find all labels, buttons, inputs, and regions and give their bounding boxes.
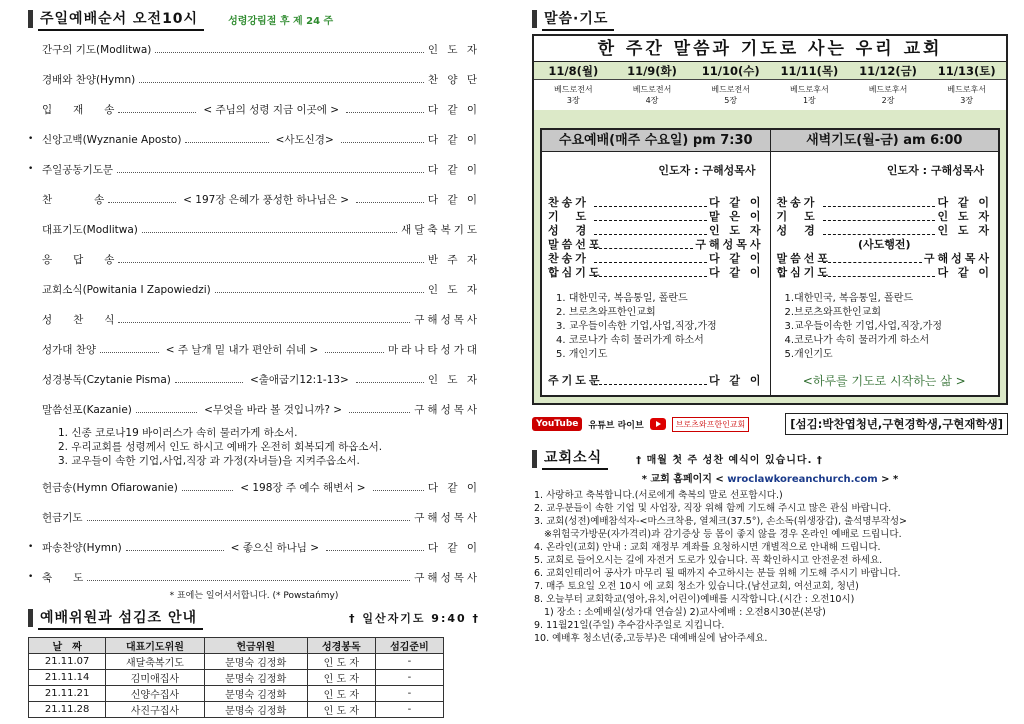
order-detail: < 주 날개 밑 내가 편안히 쉬네 > — [165, 343, 319, 356]
reading-days — [534, 62, 1006, 110]
order-row — [28, 562, 480, 592]
service-leader: 다 같 이 — [937, 266, 992, 279]
service-row — [548, 210, 764, 224]
section-bar — [28, 10, 33, 28]
order-row — [28, 274, 480, 304]
order-detail: < 좋으신 하나님 > — [230, 541, 320, 554]
prayer-topic: 2. 브로츠와프한인교회 — [556, 307, 656, 318]
staff-col-header: 섬김준비 — [375, 638, 443, 654]
news-item: 3. 교회(성전)예배참석자-<마스크착용, 열체크(37.5°), 손소독(위생장갑), 출석명부작성> — [534, 516, 908, 527]
reading-book — [849, 80, 928, 110]
reading-date: 11/12(금) — [849, 62, 928, 80]
order-row — [28, 214, 480, 244]
order-row — [28, 34, 480, 64]
service-leader: 다 같 이 — [708, 266, 764, 279]
order-dots — [117, 165, 424, 173]
reading-chapter: 5장 — [724, 96, 738, 105]
order-leader: 마라나타성가대 — [387, 343, 480, 356]
order-dots — [155, 45, 424, 53]
service-row — [777, 252, 993, 266]
service-row — [548, 266, 764, 280]
prayer-topic: 1.대한민국, 복음통일, 폴란드 — [784, 293, 914, 304]
news-item: 1. 사랑하고 축복합니다.(서로에게 축복의 말로 선포합시다.) — [534, 490, 783, 501]
order-dots — [100, 345, 159, 353]
staff-cell: 문명숙 김정화 — [204, 702, 307, 718]
service-role: 말씀선포 — [548, 238, 603, 251]
reading-book-name: 베드로후서 — [868, 85, 908, 94]
staff-cell: - — [375, 702, 443, 718]
prayer-item: 1. 신종 코로나19 바이러스가 속히 물러가게 하소서. — [58, 427, 298, 439]
order-dots — [87, 573, 410, 581]
dash-line — [594, 256, 707, 263]
order-leader: 다 같 이 — [427, 163, 480, 176]
news-item: 10. 예배후 청소년(중,고등부)은 대예배실에 남아주세요. — [534, 633, 768, 644]
order-dots — [108, 195, 176, 203]
news-title: 교회소식 — [542, 447, 608, 470]
order-label: 헌금기도 — [42, 511, 83, 524]
service-leader: 인 도 자 — [937, 224, 992, 237]
prayer-topic: 2.브로츠와프한인교회 — [784, 307, 881, 318]
staff-cell: - — [375, 670, 443, 686]
order-dots — [185, 135, 268, 143]
staff-cell: 21.11.21 — [29, 686, 106, 702]
staff-cell: 21.11.14 — [29, 670, 106, 686]
wednesday-service — [542, 130, 770, 395]
wed-prayer-list — [548, 292, 764, 362]
dash-line — [823, 228, 936, 235]
order-leader: 다 같 이 — [427, 541, 480, 554]
staff-col-header: 성경봉독 — [307, 638, 375, 654]
youtube-logo[interactable]: YouTube — [532, 417, 582, 431]
dawn-prayer-list — [777, 292, 993, 362]
service-role: 기 도 — [548, 210, 590, 223]
section-bar — [28, 609, 33, 627]
word-header — [532, 8, 1008, 30]
order-dots — [118, 315, 410, 323]
dash-line — [823, 200, 936, 207]
staff-row — [29, 702, 444, 718]
order-label: 간구의 기도(Modlitwa) — [42, 43, 152, 56]
banner-title: 한 주간 말씀과 기도로 사는 우리 교회 — [534, 36, 1006, 62]
reading-date: 11/9(화) — [613, 62, 692, 80]
word-title: 말씀·기도 — [542, 8, 614, 31]
news-header — [532, 447, 1008, 470]
order-dots — [373, 483, 424, 491]
order-label: 입 재 송 — [42, 103, 115, 116]
staff-header — [28, 607, 480, 629]
order-dots — [215, 285, 424, 293]
order-label: 성 찬 식 — [42, 313, 115, 326]
order-row — [28, 154, 480, 184]
reading-day — [691, 62, 770, 110]
service-row — [548, 196, 764, 210]
worship-order — [28, 34, 480, 424]
reading-date: 11/8(월) — [534, 62, 613, 80]
service-leader: 구해성목사 — [695, 238, 764, 251]
order-detail: <사도신경> — [275, 133, 334, 146]
reading-book — [770, 80, 849, 110]
reading-book — [613, 80, 692, 110]
dash-line — [594, 214, 707, 221]
service-leader: 구해성목사 — [923, 252, 992, 265]
staff-row — [29, 670, 444, 686]
order-dots — [87, 513, 411, 521]
order-label: 헌금송(Hymn Ofiarowanie) — [42, 481, 178, 494]
service-row — [548, 238, 764, 252]
service-leader: 맡 은 이 — [708, 210, 764, 223]
service-role: 성 경 — [548, 224, 590, 237]
order-leader: 구해성목사 — [414, 313, 480, 326]
weekly-reading-banner — [532, 34, 1008, 405]
staff-cell: 21.11.07 — [29, 654, 106, 670]
order-leader: 다 같 이 — [427, 103, 481, 116]
order-dots — [126, 543, 224, 551]
news-item: 4. 온라인(교회) 안내 : 교회 재정부 계좌를 요청하시면 개별적으로 안내해 드립니다. — [534, 542, 881, 553]
order-label: 축 도 — [42, 571, 84, 584]
wed-title: 수요예배(매주 수요일) pm 7:30 — [542, 130, 770, 152]
dash-line — [823, 256, 922, 263]
reading-book — [534, 80, 613, 110]
order-leader: 다 같 이 — [427, 193, 480, 206]
news-item: 1) 장소 : 소예배실(성가대 연습실) 2)교사예배 : 오전8시30분(본당) — [544, 607, 826, 618]
staff-prayer-time: † 일산자기도 9:40 † — [349, 612, 480, 625]
reading-book-name: 베드로전서 — [711, 85, 750, 94]
order-row — [28, 364, 480, 394]
service-row — [777, 224, 993, 238]
service-reps: [섬김:박찬엽청년,구현경학생,구현재학생] — [785, 413, 1008, 435]
service-leader: 다 같 이 — [708, 196, 764, 209]
reading-day — [927, 62, 1006, 110]
order-dots — [341, 135, 424, 143]
dawn-slogan: <하루를 기도로 시작하는 삶 > — [802, 374, 966, 388]
left-column — [28, 8, 480, 718]
worship-title: 주일예배순서 오전10시 — [38, 8, 204, 31]
dash-line — [594, 228, 707, 235]
order-dots — [139, 75, 424, 83]
wed-lords-prayer: 주기도문 다 같 이 — [548, 374, 764, 387]
order-detail: < 198장 주 예수 해변서 > — [240, 481, 366, 494]
staff-cell: 문명숙 김정화 — [204, 686, 307, 702]
order-label: 파송찬양(Hymn) — [42, 541, 122, 554]
prayer-topic: 1. 대한민국, 복음통일, 폴란드 — [556, 293, 688, 304]
reading-day — [534, 62, 613, 110]
order-leader: 구해성목사 — [414, 571, 480, 584]
homepage-line: * 교회 홈페이지 < wroclawkoreanchurch.com > * — [641, 474, 899, 485]
prayer-topic: 3.교우들이속한 기업,사업,직장,가정 — [784, 321, 942, 332]
news-item: 6. 교회인테리어 공사가 마무리 될 때까지 수고하시는 분들 위해 기도해 주시기 바랍니다. — [534, 568, 901, 579]
order-detail: <출애굽기12:1-13> — [249, 373, 349, 386]
news-list — [532, 489, 1008, 645]
staff-table — [28, 637, 444, 718]
service-row — [777, 266, 993, 280]
order-row — [28, 394, 480, 424]
reading-book — [927, 80, 1006, 110]
section-bar — [532, 10, 537, 28]
order-bullet: • — [28, 134, 34, 144]
prayer-topic: 5.개인기도 — [784, 349, 833, 360]
order-detail: < 주님의 성령 지금 이곳에 > — [203, 103, 340, 116]
news-item: ※위험국가방문(자가격리)과 감기증상 등 몸이 좋지 않을 경우 온라인 예배로 드립니다. — [544, 529, 902, 540]
service-role: 찬송가 — [776, 196, 818, 209]
service-leader: 다 같 이 — [708, 252, 764, 265]
service-role: 찬송가 — [548, 196, 589, 209]
dawn-service — [770, 130, 999, 395]
staff-cell: 문명숙 김정화 — [204, 654, 307, 670]
prayer-item: 3. 교우들이 속한 기업,사업,직장 과 가정(자녀들)을 지켜주옵소서. — [58, 455, 360, 467]
order-dots — [136, 405, 197, 413]
order-leader: 인 도 자 — [427, 43, 480, 56]
order-dots — [118, 255, 423, 263]
youtube-live-label: 유튜브 라이브 — [588, 420, 644, 431]
order-bullet: • — [28, 164, 34, 174]
staff-cell: 사진구집사 — [106, 702, 204, 718]
order-leader: 구해성목사 — [414, 511, 480, 524]
order-detail: < 197장 은혜가 풍성한 하나님은 > — [183, 193, 350, 206]
staff-cell: - — [375, 654, 443, 670]
staff-cell: 인 도 자 — [307, 654, 375, 670]
prayer-item: 2. 우리교회를 성령께서 인도 하시고 예배가 온전히 회복되게 하옵소서. — [58, 441, 383, 453]
reading-day — [849, 62, 928, 110]
staff-cell: 21.11.28 — [29, 702, 106, 718]
dash-line — [823, 270, 936, 277]
reading-chapter: 2장 — [881, 96, 895, 105]
order-leader: 구해성목사 — [414, 403, 480, 416]
homepage-link[interactable]: wroclawkoreanchurch.com — [727, 474, 878, 485]
order-label: 경배와 찬양(Hymn) — [42, 73, 136, 86]
news-item: 7. 매주 토요일 오전 10시 에 교회 청소가 있습니다.(남선교회, 여선교회, 청년) — [534, 581, 859, 592]
staff-cell: 신양수집사 — [106, 686, 204, 702]
order-label: 교회소식(Powitania I Zapowiedzi) — [42, 283, 211, 296]
order-leader: 찬 양 단 — [427, 73, 480, 86]
service-role: 말씀선포 — [776, 252, 832, 265]
order-leader: 인 도 자 — [427, 373, 481, 386]
order-bullet: • — [28, 572, 34, 582]
service-row — [777, 196, 993, 210]
worship-order-2 — [28, 472, 480, 592]
dash-line — [823, 214, 936, 221]
service-role: 합심기도 — [548, 266, 603, 279]
order-dots — [118, 105, 196, 113]
order-row — [28, 124, 480, 154]
reading-book-name: 베드로후서 — [947, 85, 987, 94]
service-row — [777, 210, 993, 224]
prayer-topic: 5. 개인기도 — [556, 349, 608, 360]
order-label: 성가대 찬양 — [42, 343, 97, 356]
order-row — [28, 244, 480, 274]
staff-cell: 인 도 자 — [307, 686, 375, 702]
staff-cell: 김미애집사 — [106, 670, 204, 686]
staff-title: 예배위원과 섬김조 안내 — [38, 607, 203, 630]
reading-book-name: 베드로전서 — [554, 85, 593, 94]
prayer-topic: 4. 코로나가 속히 물러가게 하소서 — [556, 335, 704, 346]
order-dots — [326, 543, 424, 551]
section-bar — [532, 450, 537, 468]
order-label: 대표기도(Modlitwa) — [42, 223, 138, 236]
dawn-title: 새벽기도(월-금) am 6:00 — [771, 130, 999, 152]
order-label: 말씀선포(Kazanie) — [42, 403, 132, 416]
staff-col-header: 대표기도위원 — [106, 638, 204, 654]
order-leader: 새달축복기도 — [401, 223, 480, 236]
reading-date: 11/11(목) — [770, 62, 849, 80]
staff-row — [29, 686, 444, 702]
reading-chapter: 4장 — [645, 96, 659, 105]
staff-cell: - — [375, 686, 443, 702]
play-icon[interactable] — [650, 418, 666, 430]
service-role: 합심기도 — [776, 266, 832, 279]
order-label: 찬 송 — [42, 193, 105, 206]
order-leader: 다 같 이 — [427, 481, 480, 494]
services-box — [540, 128, 1000, 397]
prayer-topic: 3. 교우들이속한 기업,사업,직장,가정 — [556, 321, 717, 332]
order-leader: 다 같 이 — [427, 133, 480, 146]
reading-book — [691, 80, 770, 110]
news-item: 2. 교우분들이 속한 기업 및 사업장, 직장 위해 함께 기도해 주시고 많은 관심 바랍니다. — [534, 503, 892, 514]
reading-book-name: 베드로전서 — [632, 85, 672, 94]
order-bullet: • — [28, 542, 34, 552]
news-item: 8. 오늘부터 교회학교(영아,유치,어린이)예배를 시작합니다.(시간 : 오전10시) — [534, 594, 855, 605]
news-item: 5. 교회로 들어오시는 길에 자전거 도로가 있습니다. 꼭 확인하시고 안전운전 하세요. — [534, 555, 883, 566]
worship-header — [28, 8, 480, 30]
order-dots — [356, 195, 424, 203]
reading-book-name: 베드로후서 — [790, 85, 829, 94]
wed-leader: 인도자 : 구해성목사 — [658, 164, 756, 177]
service-leader: 인 도 자 — [708, 224, 764, 237]
reading-date: 11/10(수) — [691, 62, 770, 80]
news-item: 9. 11월21일(주일) 추수감사주일로 지킵니다. — [534, 620, 725, 631]
order-label: 성경봉독(Czytanie Pisma) — [42, 373, 171, 386]
dawn-book: (사도행전) — [857, 238, 911, 251]
service-row — [548, 252, 764, 266]
dash-line — [594, 270, 707, 277]
dash-line — [594, 242, 693, 249]
order-leader: 인 도 자 — [427, 283, 480, 296]
order-leader: 반 주 자 — [427, 253, 480, 266]
youtube-channel[interactable]: 브로츠와프한인교회 — [672, 417, 750, 432]
youtube-bar — [532, 413, 1008, 435]
staff-cell: 새달축복기도 — [106, 654, 204, 670]
stand-note: * 표에는 일어서서합니다. (* Powstańmy) — [169, 591, 339, 601]
reading-chapter: 1장 — [802, 96, 816, 105]
service-leader: 다 같 이 — [937, 196, 992, 209]
order-dots — [175, 375, 243, 383]
staff-row — [29, 654, 444, 670]
staff-col-header: 날 짜 — [29, 638, 106, 654]
order-row — [28, 304, 480, 334]
order-label: 신앙고백(Wyznanie Aposto) — [42, 133, 182, 146]
prayer-list — [28, 426, 480, 468]
prayer-topic: 4.코로나가 속히 물러가게 하소서 — [784, 335, 930, 346]
service-role: 성 경 — [776, 224, 818, 237]
reading-chapter: 3장 — [566, 96, 580, 105]
staff-cell: 인 도 자 — [307, 670, 375, 686]
order-row — [28, 334, 480, 364]
order-row — [28, 532, 480, 562]
service-role: 기 도 — [776, 210, 818, 223]
order-dots — [142, 225, 397, 233]
week-label: 성령강림절 후 제 24 주 — [228, 15, 334, 27]
order-dots — [346, 105, 424, 113]
staff-col-header: 헌금위원 — [204, 638, 307, 654]
staff-cell: 문명숙 김정화 — [204, 670, 307, 686]
reading-date: 11/13(토) — [927, 62, 1006, 80]
order-row — [28, 472, 480, 502]
order-detail: <무엇을 바라 볼 것입니까? > — [204, 403, 343, 416]
order-row — [28, 94, 480, 124]
order-dots — [349, 405, 410, 413]
order-label: 주일공동기도문 — [42, 163, 114, 176]
order-row — [28, 184, 480, 214]
dawn-leader: 인도자 : 구해성목사 — [886, 164, 984, 177]
staff-cell: 인 도 자 — [307, 702, 375, 718]
service-leader: 인 도 자 — [937, 210, 992, 223]
right-column — [532, 8, 1008, 645]
order-row — [28, 502, 480, 532]
reading-day — [613, 62, 692, 110]
order-row — [28, 64, 480, 94]
news-subtitle: † 매월 첫 주 성찬 예식이 있습니다. † — [636, 455, 823, 466]
order-dots — [325, 345, 384, 353]
reading-chapter: 3장 — [960, 96, 974, 105]
order-dots — [356, 375, 424, 383]
service-row — [548, 224, 764, 238]
order-label: 응 답 송 — [42, 253, 115, 266]
dash-line — [594, 200, 707, 207]
reading-day — [770, 62, 849, 110]
order-dots — [182, 483, 233, 491]
service-role: 찬송가 — [548, 252, 589, 265]
